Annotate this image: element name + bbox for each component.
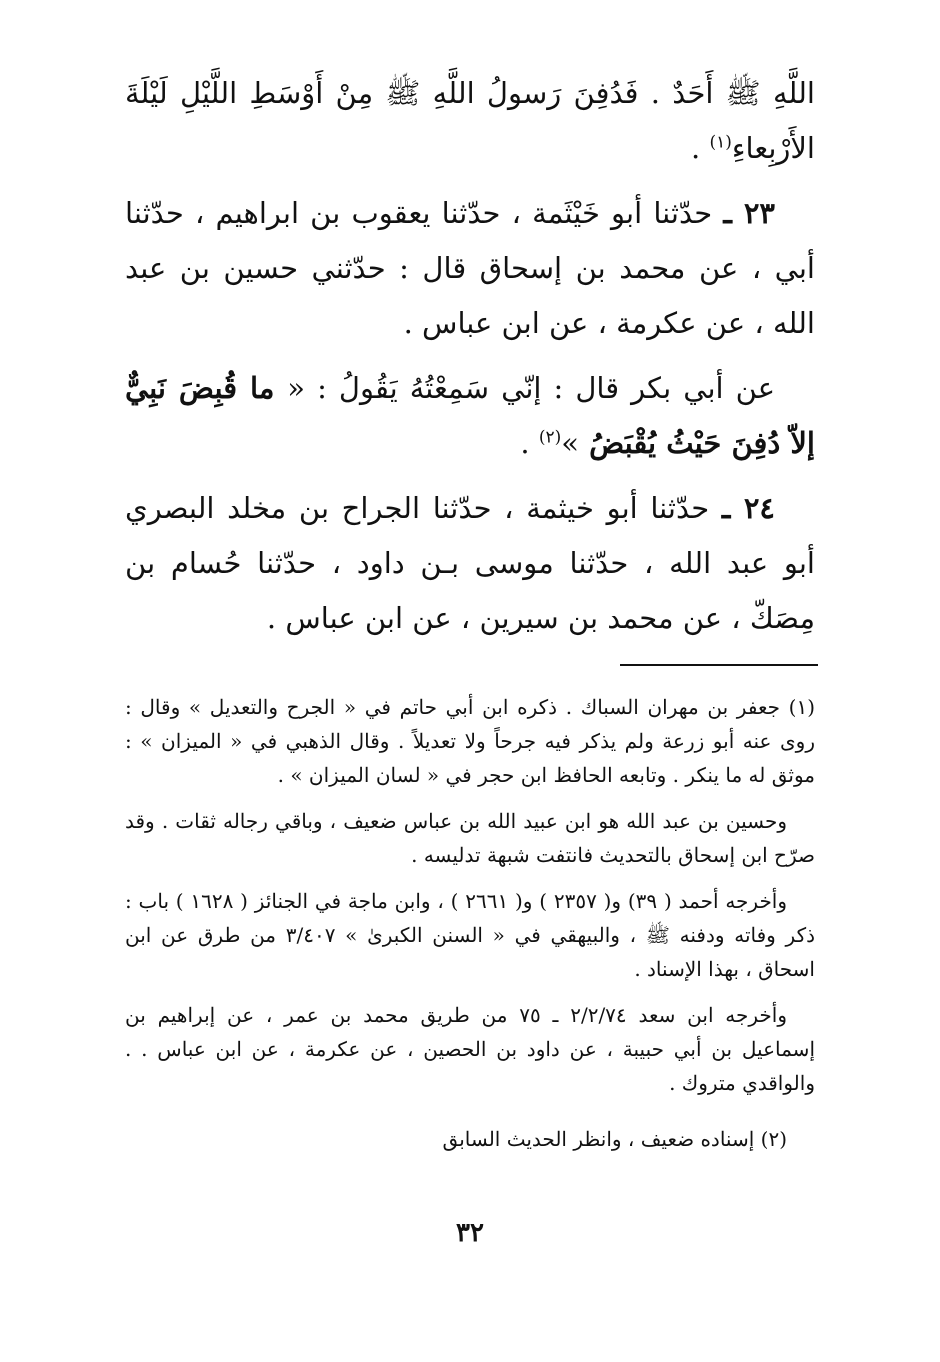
intro-line-1: اللَّهِ ﷺ أَحَدٌ . فَدُفِنَ رَسولُ اللَّهِ ﷺ مِنْ أَوْسَطِ اللَّيْلِ لَيْلَةَ xyxy=(125,76,815,110)
main-text xyxy=(125,66,815,646)
hadith-24-number: ٢٤ ـ xyxy=(721,491,775,525)
footnote-2: (٢) إسناده ضعيف ، وانظر الحديث السابق xyxy=(442,1127,787,1151)
intro-end: . xyxy=(691,131,710,165)
footnote-1-part-2: وحسين بن عبد الله هو ابن عبيد الله بن عباس ضعيف ، وباقي رجاله ثقات . وقد صرّح ابن إسحاق بالتحديث فانتفت شبهة تدليسه . xyxy=(125,809,815,867)
intro-paragraph xyxy=(125,66,815,176)
hadith-23-number: ٢٣ ـ xyxy=(723,196,776,230)
intro-line-2: الأَرْبِعاءِ xyxy=(731,131,815,165)
hadith-23-text: حدّثنا أبو خَيْثَمة ، حدّثنا يعقوب بن ابراهيم ، حدّثنا أبي ، عن محمد بن إسحاق قال : حدّثني حسين بن عبد الله ، عن عكرمة ، عن ابن عباس . xyxy=(125,196,815,340)
page-number: ٣٢ xyxy=(456,1218,484,1248)
hadith-23-matn-intro: عن أبي بكر قال : إنّي سَمِعْتُهُ يَقُولُ : « xyxy=(287,371,776,405)
footnotes xyxy=(125,690,815,1156)
footnote-ref-1[interactable]: (١) xyxy=(709,132,732,153)
footnote-divider xyxy=(620,664,818,666)
hadith-24-isnad xyxy=(125,481,815,646)
hadith-23-matn-end: . xyxy=(520,426,539,460)
hadith-23-matn xyxy=(125,361,815,471)
footnote-1-part-4: وأخرجه ابن سعد ٢/٢/٧٤ ـ ٧٥ من طريق محمد بن عمر ، عن إبراهيم بن إسماعيل بن أبي حبيبة ، عن داود بن الحصين ، عن عكرمة ، عن ابن عباس . . والواقدي متروك . xyxy=(125,1003,815,1095)
footnote-1-part-1: (١) جعفر بن مهران السباك . ذكره ابن أبي حاتم في « الجرح والتعديل » وقال : روى عنه أبو زرعة ولم يذكر فيه جرحاً ولا تعديلاً . وقال الذهبي في « الميزان » : موثق له ما ينكر . وتابعه الحافظ ابن حجر في « لسان الميزان » . xyxy=(125,695,815,787)
footnote-1-part-3: وأخرجه أحمد ( ٣٩) و( ٢٣٥٧ ) و( ٢٦٦١ ) ، وابن ماجة في الجنائز ( ١٦٢٨ ) باب : ذكر وفاته ودفنه ﷺ ، والبيهقي في « السنن الكبرىٰ » ٣/٤٠٧ من طرق عن ابن اسحاق ، بهذا الإسناد . xyxy=(125,889,815,981)
hadith-23-matn-quote: ما قُبِضَ نَبِيٌّ إلاّ دُفِنَ حَيْثُ يُقْبَضُ xyxy=(125,371,815,460)
hadith-23-matn-close: » xyxy=(561,426,579,460)
footnote-ref-2[interactable]: (٢) xyxy=(538,427,562,448)
hadith-24-text: حدّثنا أبو خيثمة ، حدّثنا الجراح بن مخلد البصري أبو عبد الله ، حدّثنا موسى بـن داود ، حدّثنا حُسام بن مِصَكّ ، عن محمد بن سيرين ، عن ابن عباس . xyxy=(125,491,815,635)
hadith-23-isnad xyxy=(125,186,815,351)
